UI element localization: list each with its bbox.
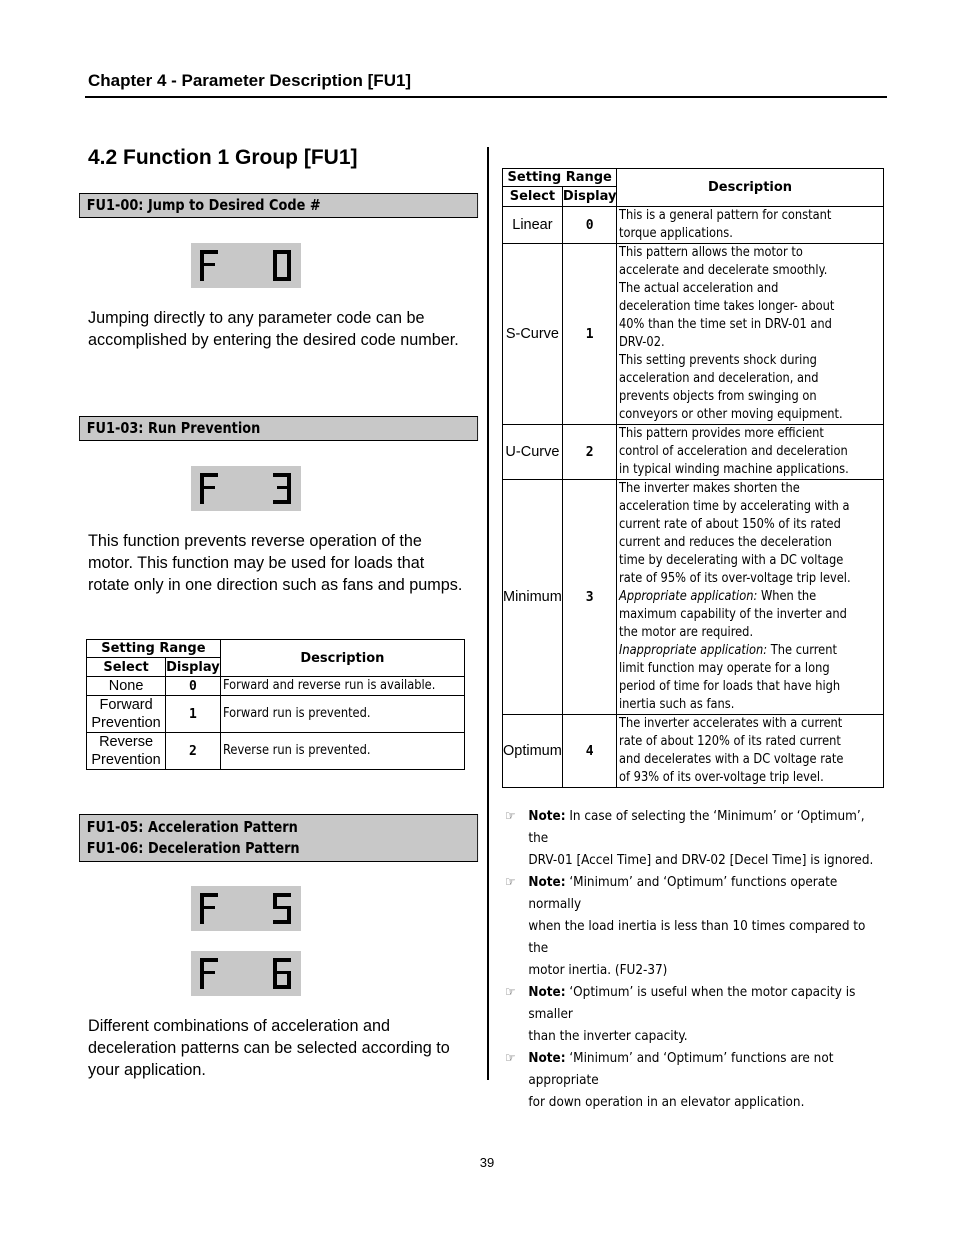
notes-list <box>505 806 883 1114</box>
note-item: ☞ Note: ‘Minimum’ and ‘Optimum’ functions operate normally when the load inertia is less than 10 times compared to the motor inertia. (FU2-37) <box>505 872 883 982</box>
note-item: ☞ Note: ‘Optimum’ is useful when the motor capacity is smaller than the inverter capacity. <box>505 982 883 1048</box>
fu1-03-header-text: FU1-03: Run Prevention <box>86 419 261 437</box>
table-row <box>503 480 884 715</box>
fu1-03-description: This function prevents reverse operation of the motor. This function may be used for loads that rotate only in one direction such as fans and pumps. <box>88 532 463 594</box>
pointing-hand-icon: ☞ <box>505 985 516 1000</box>
lcd-display-f3 <box>191 466 301 511</box>
table-row <box>503 244 884 425</box>
row-description: This is a general pattern for constant torque applications. <box>617 207 883 244</box>
table-row <box>503 207 884 244</box>
col-select: Select <box>87 658 166 677</box>
row-display: 0 <box>166 677 221 696</box>
col-display: Display <box>562 187 617 207</box>
fu1-00-description: Jumping directly to any parameter code can be accomplished by entering the desired code number. <box>88 309 459 349</box>
col-setting-range: Setting Range <box>503 169 617 187</box>
note-item: ☞ Note: In case of selecting the ‘Minimum’ or ‘Optimum’, the DRV-01 [Accel Time] and DRV-02 [Decel Time] is ignored. <box>505 806 883 872</box>
table-row <box>87 677 465 696</box>
row-display: 2 <box>562 425 617 480</box>
lcd-display-f6 <box>191 951 301 996</box>
row-display: 2 <box>166 733 221 770</box>
row-display: 1 <box>166 696 221 733</box>
row-select: S-Curve <box>503 244 563 425</box>
fu1-00-header-text: FU1-00: Jump to Desired Code # <box>86 196 321 214</box>
table-row <box>503 425 884 480</box>
fu1-05-06-description: Different combinations of acceleration and deceleration patterns can be selected according to your application. <box>88 1017 450 1079</box>
row-description: Reverse run is prevented. <box>220 733 464 770</box>
fu1-05-header-text: FU1-05: Acceleration Pattern <box>86 818 298 836</box>
fu1-06-header-text: FU1-06: Deceleration Pattern <box>86 839 300 857</box>
pointing-hand-icon: ☞ <box>505 875 516 890</box>
table-row <box>87 696 465 733</box>
accel-pattern-table <box>502 168 884 788</box>
row-display: 3 <box>562 480 617 715</box>
pointing-hand-icon: ☞ <box>505 809 516 824</box>
fu1-05-06-header <box>79 814 478 862</box>
row-description: Forward and reverse run is available. <box>220 677 464 696</box>
row-description: Forward run is prevented. <box>220 696 464 733</box>
section-title: 4.2 Function 1 Group [FU1] <box>88 146 358 169</box>
fu1-03-header <box>79 416 478 441</box>
fu1-00-header <box>79 193 478 218</box>
table-row <box>503 715 884 788</box>
row-select: Forward Prevention <box>87 696 166 733</box>
col-select: Select <box>503 187 563 207</box>
col-setting-range: Setting Range <box>87 640 221 658</box>
row-select: Reverse Prevention <box>87 733 166 770</box>
row-select: Linear <box>503 207 563 244</box>
column-divider <box>487 147 489 1080</box>
run-prevention-table <box>86 639 465 770</box>
table-row <box>87 733 465 770</box>
col-description: Description <box>220 640 464 677</box>
col-display: Display <box>166 659 220 675</box>
row-description: The inverter makes shorten the acceleration time by accelerating with a current rate of about 150% of its rated current and reduces the deceleration time by decelerating with a DC voltage rate of 95% of its over-voltage trip level. Appropriate application: When the maximum capability of the inverter and the motor are required. Inappropriate application: The current limit function may operate for a long period of time for loads that have high inertia such as fans. <box>617 480 883 715</box>
row-display: 4 <box>562 715 617 788</box>
row-description: This pattern allows the motor to accelerate and decelerate smoothly. The actual acceleration and deceleration time takes longer- about 40% than the time set in DRV-01 and DRV-02. This setting prevents shock during acceleration and deceleration, and prevents objects from swinging on conveyors or other moving equipment. <box>617 244 883 425</box>
lcd-display-f5 <box>191 886 301 931</box>
row-select: U-Curve <box>503 425 563 480</box>
chapter-title: Chapter 4 - Parameter Description [FU1] <box>88 71 412 90</box>
row-display: 0 <box>562 207 617 244</box>
lcd-display-f0 <box>191 243 301 288</box>
header-rule <box>85 96 887 98</box>
row-select: None <box>87 677 166 696</box>
row-description: This pattern provides more efficient control of acceleration and deceleration in typical winding machine applications. <box>617 425 883 480</box>
row-select: Optimum <box>503 715 563 788</box>
page-number: 39 <box>479 1155 495 1170</box>
row-select: Minimum <box>503 480 563 715</box>
col-description: Description <box>617 169 883 207</box>
pointing-hand-icon: ☞ <box>505 1051 516 1066</box>
row-display: 1 <box>562 244 617 425</box>
row-description: The inverter accelerates with a current rate of about 120% of its rated current and decelerates with a DC voltage rate of 93% of its over-voltage trip level. <box>617 715 883 788</box>
note-item: ☞ Note: ‘Minimum’ and ‘Optimum’ functions are not appropriate for down operation in an elevator application. <box>505 1048 883 1114</box>
